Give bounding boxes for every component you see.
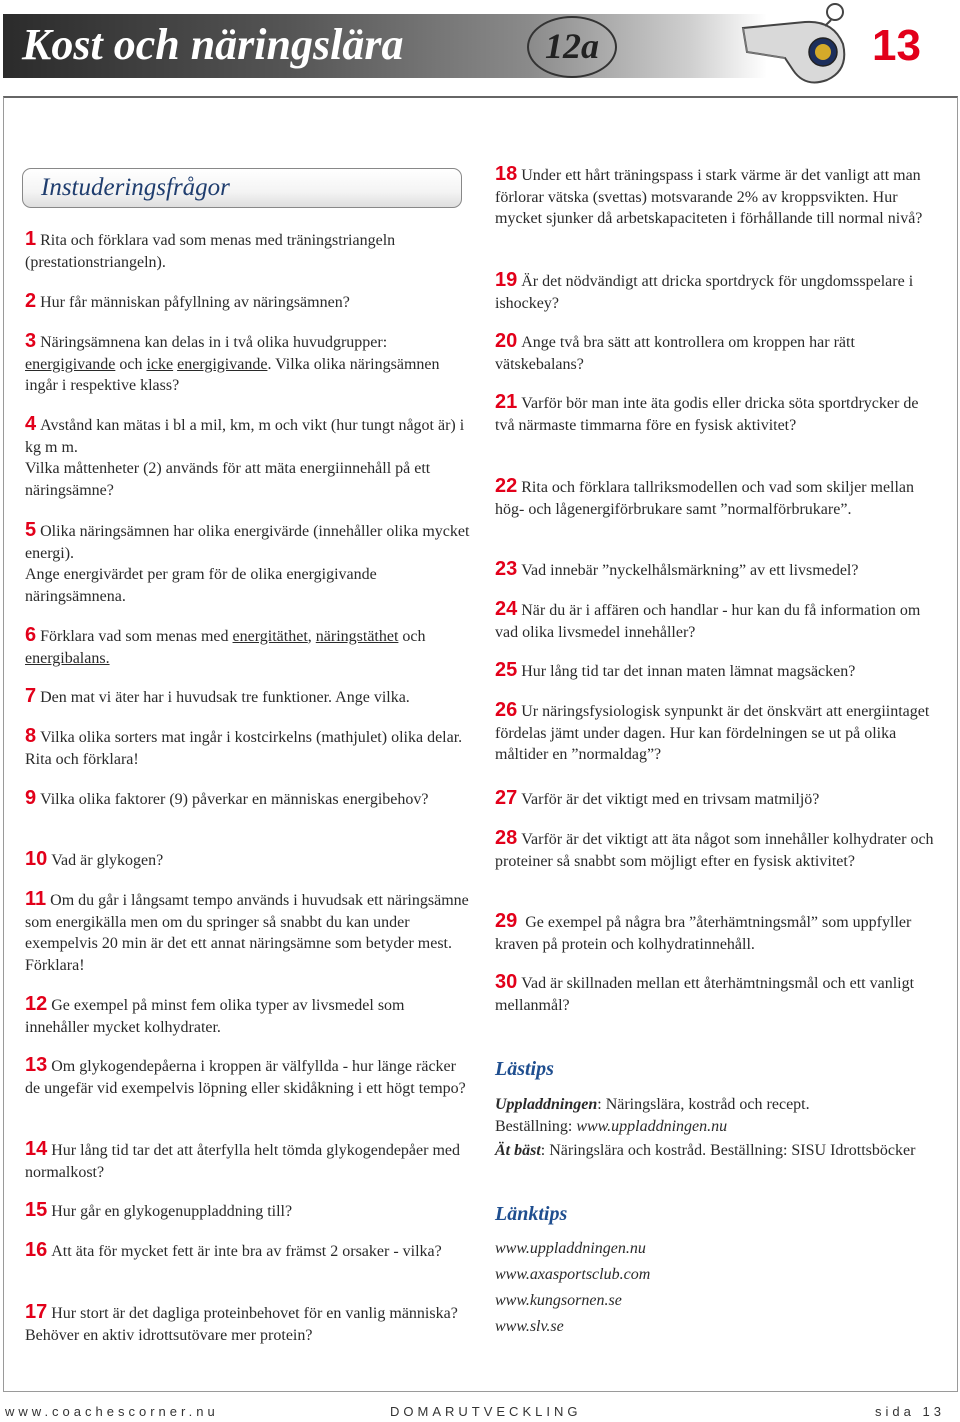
question-30 xyxy=(495,972,935,1016)
question-26 xyxy=(495,700,935,766)
question-12 xyxy=(25,994,470,1038)
question-number: 10 xyxy=(25,848,48,870)
question-number: 23 xyxy=(495,558,518,580)
question-text: Om du går xyxy=(50,892,123,909)
question-27 xyxy=(495,788,935,811)
question-number: 1 xyxy=(25,228,37,250)
page-number: 13 xyxy=(872,21,921,70)
question-number: 11 xyxy=(25,888,47,910)
question-number: 22 xyxy=(495,475,518,497)
question-10 xyxy=(25,849,470,872)
question-4 xyxy=(25,414,470,501)
question-number: 25 xyxy=(495,659,518,681)
question-13 xyxy=(25,1055,470,1099)
question-text: . Vilka olika näringsämnen ingår i respektive klass? xyxy=(25,355,440,394)
question-text: Rita och förklara tallriksmodellen och vad som skiljer mellan hög- och lågenergiförbrukare samt ”normalförbrukare”. xyxy=(495,479,915,518)
whistle-icon xyxy=(735,0,865,92)
question-5 xyxy=(25,520,470,607)
question-text: Rita och förklara vad som menas med träningstriangeln (prestationstriangeln). xyxy=(25,232,396,271)
question-text: minst fem olika typer av livsmedel xyxy=(151,997,374,1014)
resource-url[interactable]: www.uppladdningen.nu xyxy=(576,1117,728,1135)
page-header xyxy=(0,0,960,92)
section-heading-box xyxy=(22,168,462,208)
chapter-badge: 12a xyxy=(527,16,617,78)
question-14 xyxy=(25,1139,470,1183)
question-number: 2 xyxy=(25,290,37,312)
resource-order-label: Beställning: xyxy=(495,1117,577,1135)
question-text: Varför är det viktigt med en trivsam matmiljö? xyxy=(521,791,820,808)
question-number: 17 xyxy=(25,1301,48,1323)
question-text: Om glykogendepåerna i kroppen är välfyllda - hur länge räcker de ungefär vid exempelvis löpning eller skidåkning i ett högt tempo? xyxy=(25,1058,466,1097)
question-text: och xyxy=(398,628,426,645)
question-8 xyxy=(25,726,470,770)
question-text: Den mat vi äter har i huvudsak tre funktioner. Ange vilka. xyxy=(40,689,410,706)
question-25 xyxy=(495,660,935,683)
question-11 xyxy=(25,889,470,976)
question-text: Ur näringsfysiologisk synpunkt är det önskvärt att energiintaget fördelas jämt under dagen. Hur kan fördelningen se ut på olika måltider en ”normaldag”? xyxy=(495,703,930,763)
question-text: Att äta för mycket fett är inte bra av främst 2 orsaker - vilka? xyxy=(51,1243,442,1260)
question-number: 14 xyxy=(25,1138,48,1160)
question-number: 7 xyxy=(25,685,37,707)
question-text: Hur går en glykogenuppladdning till? xyxy=(51,1203,293,1220)
question-text: Ange två bra sätt att kontrollera om kroppen har rätt vätskebalans? xyxy=(495,334,855,373)
resource-desc: : Näringslära och kostråd. Beställning: SISU Idrottsböcker xyxy=(540,1142,916,1159)
question-text: Ge exempel på några bra ”återhämtningsmål” som uppfyller kraven på protein och kolhydratinnehåll. xyxy=(495,914,912,953)
lastips-item-uppladdningen xyxy=(495,1094,935,1137)
chapter-title: Kost och näringslära xyxy=(22,20,404,69)
question-number: 9 xyxy=(25,787,37,809)
question-18 xyxy=(495,164,935,230)
link-kungsornen[interactable]: www.kungsornen.se xyxy=(495,1292,622,1309)
question-text: energigivande xyxy=(177,355,268,373)
lanktips-heading: Länktips xyxy=(495,1203,568,1225)
link-uppladdningen[interactable]: www.uppladdningen.nu xyxy=(495,1240,646,1257)
question-23 xyxy=(495,559,935,582)
question-text: Olika näringsämnen har olika energivärde (innehåller olika mycket energi). xyxy=(25,523,470,562)
link-slv[interactable]: www.slv.se xyxy=(495,1318,564,1335)
question-text: Ge exempel på xyxy=(51,997,152,1014)
question-number: 18 xyxy=(495,163,518,185)
question-text: , xyxy=(307,628,316,645)
question-number: 13 xyxy=(25,1054,48,1076)
question-number: 20 xyxy=(495,330,518,352)
question-number: 24 xyxy=(495,598,518,620)
question-7 xyxy=(25,686,470,709)
question-text: energigivande xyxy=(25,355,116,373)
question-3 xyxy=(25,331,470,397)
question-text: icke xyxy=(146,355,174,373)
question-number: 26 xyxy=(495,699,518,721)
question-number: 27 xyxy=(495,787,518,809)
question-text: springer så snabbt du kan under exempelvis 20 min xyxy=(25,913,410,952)
question-number: 19 xyxy=(495,269,518,291)
question-text: Hur lång tid tar det att återfylla helt tömda glykogendepåer med normalkost? xyxy=(25,1142,460,1181)
resource-title: Ät bäst xyxy=(495,1142,541,1159)
question-21 xyxy=(495,392,935,436)
question-text: Hur lång tid tar det innan maten lämnat magsäcken? xyxy=(521,663,856,680)
question-text: i långsamt tempo xyxy=(122,892,233,909)
question-19 xyxy=(495,270,935,314)
question-number: 5 xyxy=(25,519,37,541)
question-text: och xyxy=(115,355,147,373)
section-title: Instuderingsfrågor xyxy=(41,174,230,201)
question-24 xyxy=(495,599,935,643)
question-number: 8 xyxy=(25,725,37,747)
question-number: 21 xyxy=(495,391,518,413)
question-text: Näringsämnena kan delas in i två olika huvudgrupper: xyxy=(40,334,388,351)
question-text: Under ett hårt träningspass i stark värme är det vanligt att man förlorar vätska (svettas) motsvarande 2% av kroppsvikten. Hur mycket sjunker då arbetskapaciteten i förhållande till normal nivå? xyxy=(495,167,923,227)
question-text: energibalans. xyxy=(25,649,110,667)
lastips-heading: Lästips xyxy=(495,1058,554,1080)
question-number: 3 xyxy=(25,330,37,352)
question-22 xyxy=(495,476,935,520)
question-text: Hur stort är det dagliga proteinbehovet för en vanlig människa? Behöver en aktiv idrottsutövare mer protein? xyxy=(25,1305,458,1344)
question-number: 12 xyxy=(25,993,48,1015)
question-1 xyxy=(25,229,470,273)
question-number: 16 xyxy=(25,1239,48,1261)
question-text: Ange energivärdet per gram för de olika energigivande näringsämnena. xyxy=(25,566,377,605)
question-15 xyxy=(25,1200,470,1223)
question-number: 30 xyxy=(495,971,518,993)
footer-page: sida 13 xyxy=(875,1404,945,1419)
question-text: Vad är glykogen? xyxy=(51,852,164,869)
question-28 xyxy=(495,828,935,872)
link-axasportsclub[interactable]: www.axasportsclub.com xyxy=(495,1266,651,1283)
question-text: Vad innebär ”nyckelhålsmärkning” av ett livsmedel? xyxy=(521,562,859,579)
question-number: 15 xyxy=(25,1199,48,1221)
question-number: 4 xyxy=(25,413,37,435)
question-number: 28 xyxy=(495,827,518,849)
question-text: som innehåller mycket kolhydrater. xyxy=(25,997,405,1036)
question-text: Varför är det viktigt att äta något som innehåller kolhydrater och proteiner så snabbt som möjligt efter en fysisk aktivitet? xyxy=(495,831,934,870)
question-29 xyxy=(495,911,935,955)
question-number: 6 xyxy=(25,624,37,646)
question-text: är det ett annat näringsämne som betyder mest. Förklara! xyxy=(25,935,452,974)
question-text: Avstånd kan mätas i bl a mil, km, m och vikt (hur tungt något är) i kg m m. xyxy=(25,417,465,456)
question-6 xyxy=(25,625,470,669)
question-text: När du är i affären och handlar - hur kan du få information om vad olika livsmedel innehåller? xyxy=(495,602,921,641)
question-text: Vilka måttenheter (2) används för att mäta energiinnehåll på ett näringsämne? xyxy=(25,460,431,499)
lastips-item-at-bast xyxy=(495,1140,935,1162)
question-text: Vad är skillnaden mellan ett återhämtningsmål och ett vanligt mellanmål? xyxy=(495,975,915,1014)
question-16 xyxy=(25,1240,470,1263)
question-20 xyxy=(495,331,935,375)
question-text: Hur får människan påfyllning av näringsämnen? xyxy=(40,294,350,311)
question-text: Varför bör man inte äta godis eller dricka söta sportdrycker de två närmaste timmarna före en fysisk aktivitet? xyxy=(495,395,919,434)
resource-desc: : Näringslära, kostråd och recept. xyxy=(597,1096,810,1113)
question-17 xyxy=(25,1302,470,1346)
question-text: energitäthet xyxy=(232,628,308,645)
question-text: näringstäthet xyxy=(315,628,399,645)
question-2 xyxy=(25,291,470,314)
question-text: används i huvudsak ett näringsämne som energikälla men om du xyxy=(25,892,469,931)
question-text: Vilka olika sorters mat ingår i kostcirkelns (mathjulet) olika delar. Rita och förklara! xyxy=(25,729,463,768)
question-text: Är det nödvändigt att dricka sportdryck för ungdomsspelare i ishockey? xyxy=(495,273,914,312)
footer-website[interactable]: www.coachescorner.nu xyxy=(5,1404,219,1419)
question-text: Förklara vad som menas med xyxy=(40,628,233,645)
question-9 xyxy=(25,788,470,811)
question-number: 29 xyxy=(495,910,518,932)
footer-section: DOMARUTVECKLING xyxy=(390,1404,582,1419)
resource-title: Uppladdningen xyxy=(495,1096,598,1113)
question-text: Vilka olika faktorer (9) påverkar en människas energibehov? xyxy=(40,791,429,808)
